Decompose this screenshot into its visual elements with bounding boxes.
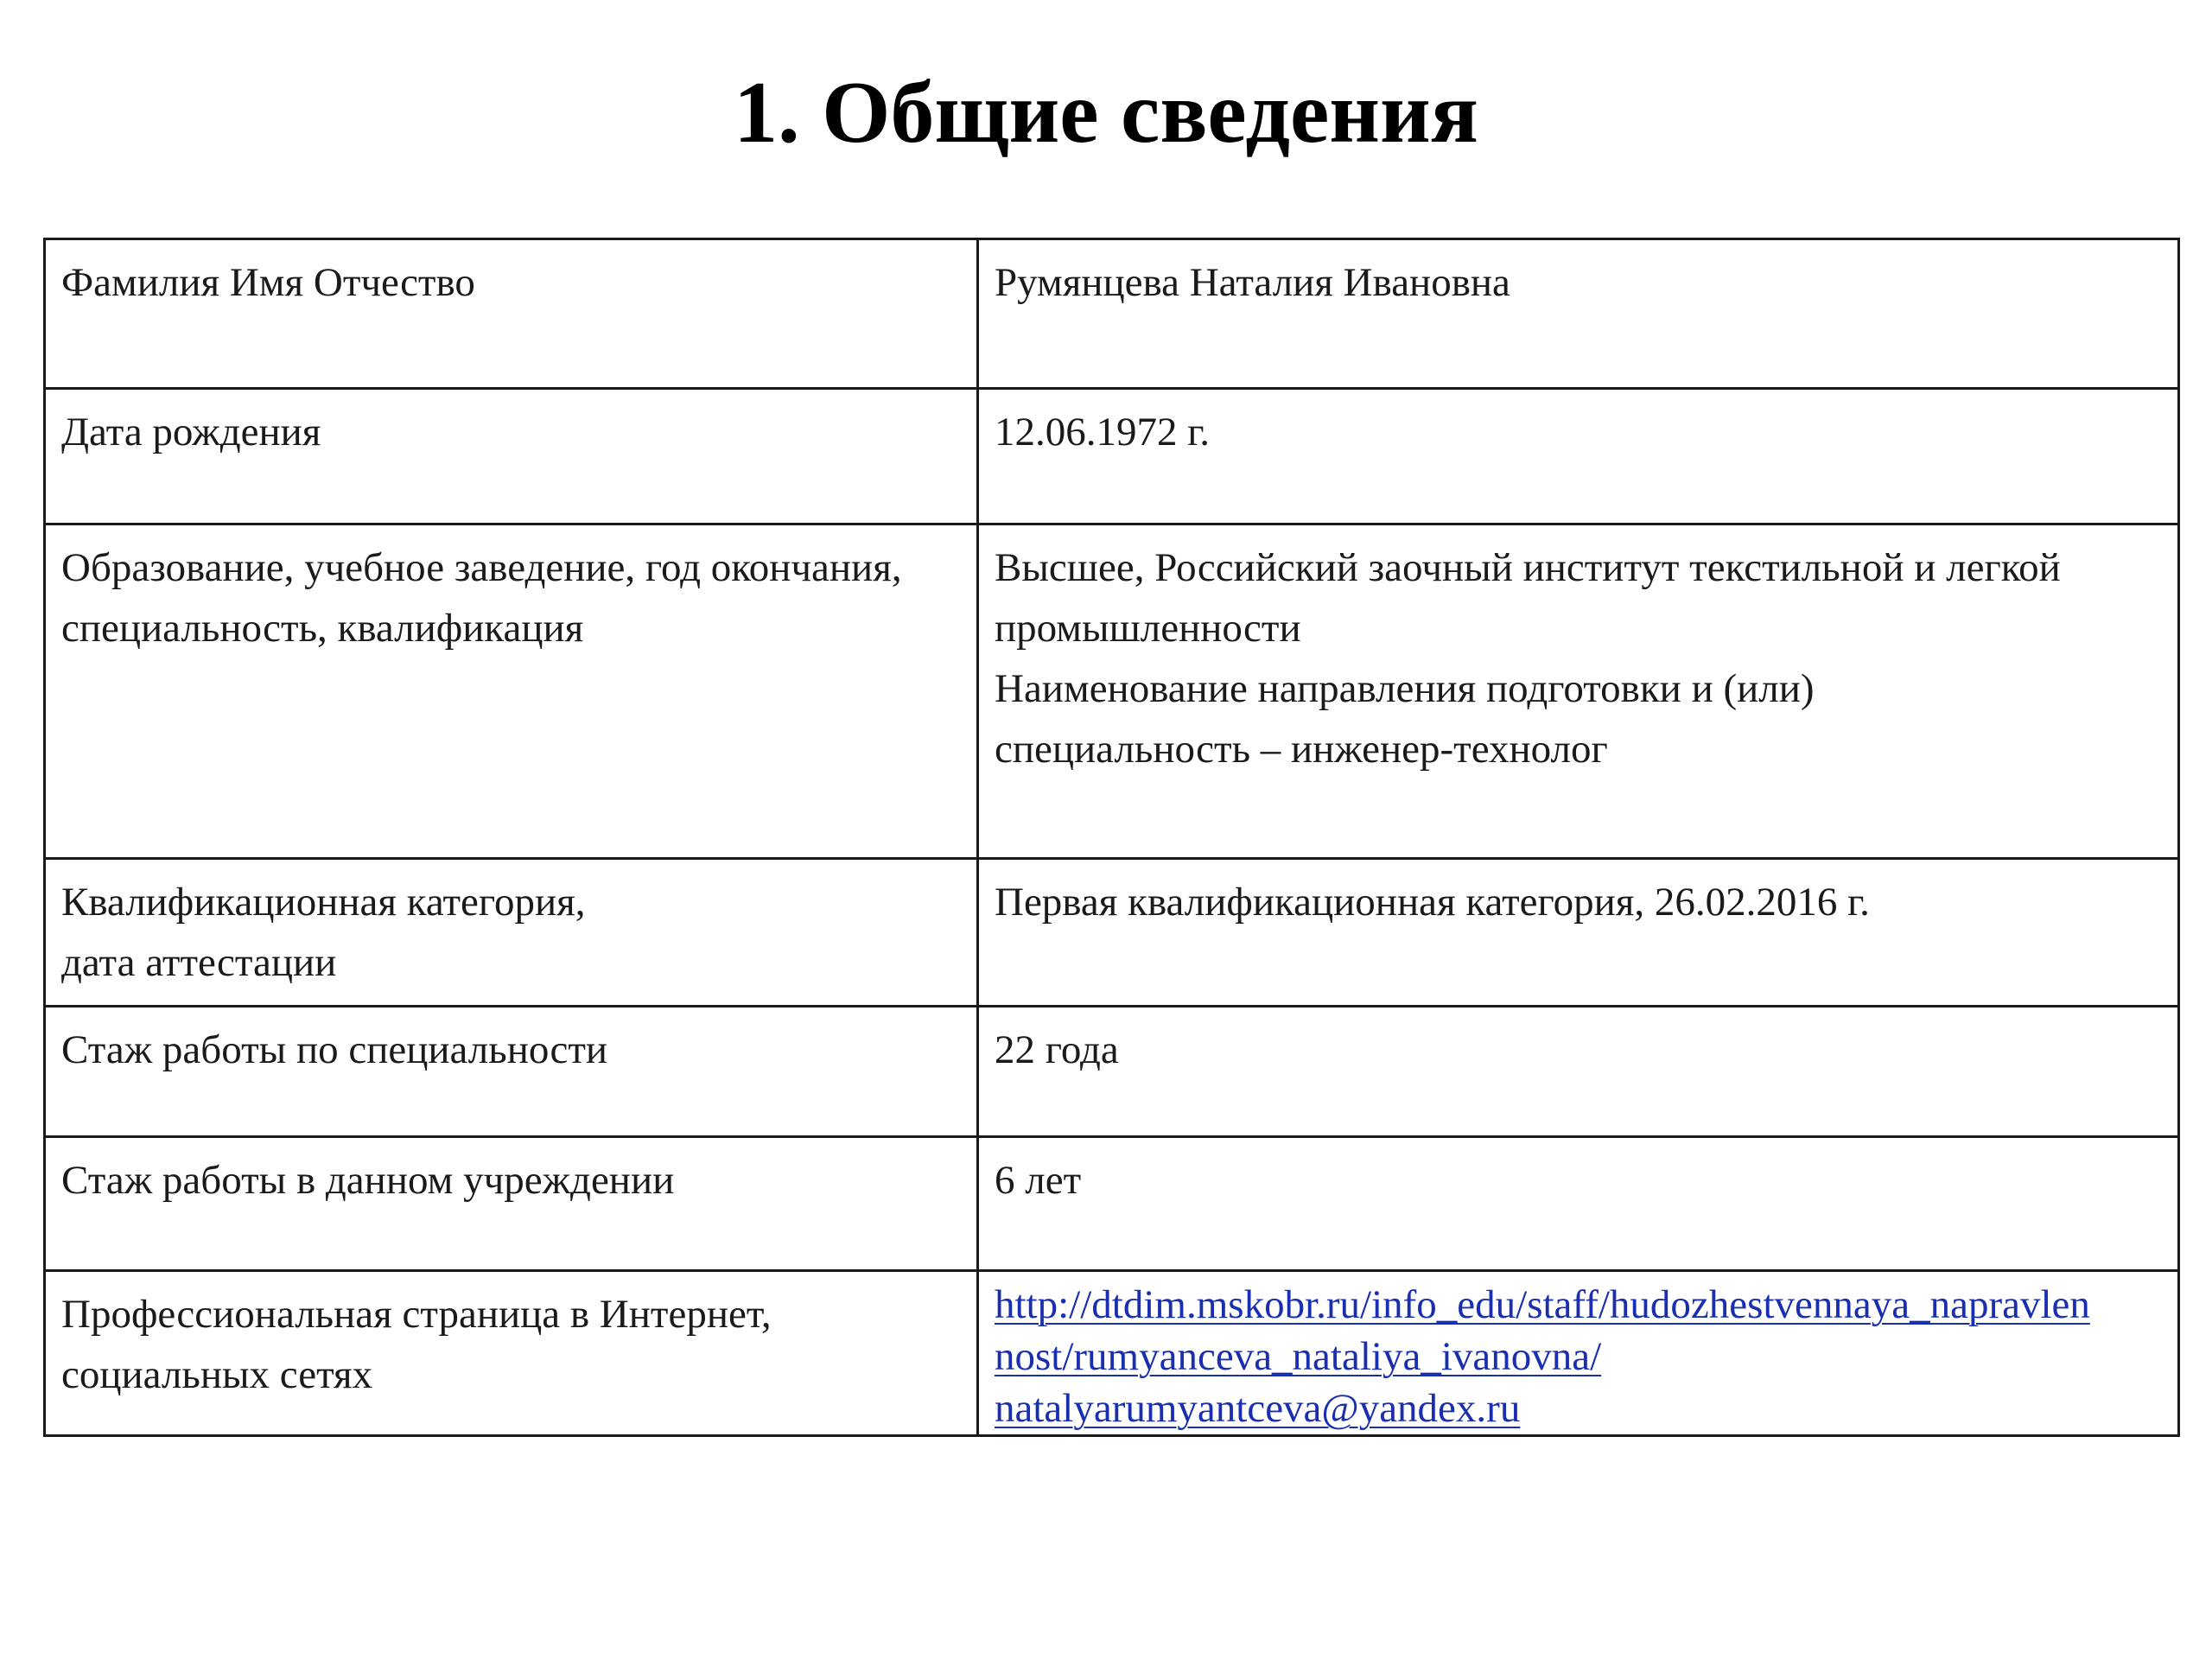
row-value-line: Наименование направления подготовки и (или) (995, 666, 1815, 711)
row-label-line: Профессиональная страница в Интернет, (61, 1292, 772, 1337)
row-value (978, 239, 2179, 389)
row-label-line: специальность, квалификация (61, 606, 584, 651)
table-row (45, 389, 2179, 524)
row-value (978, 524, 2179, 859)
row-label-line: Стаж работы в данном учреждении (61, 1158, 675, 1203)
row-label-line: социальных сетях (61, 1352, 373, 1397)
row-value-line: 12.06.1972 г. (995, 410, 1210, 454)
row-label-line: Фамилия Имя Отчество (61, 260, 475, 305)
row-value (978, 1137, 2179, 1271)
row-label (45, 859, 978, 1007)
row-value-line: Высшее, Российский заочный институт текстильной и легкой (995, 545, 2061, 590)
slide-title: 1. Общие сведения (734, 64, 1478, 162)
row-label-line: Образование, учебное заведение, год окончания, (61, 545, 902, 590)
table-row (45, 1137, 2179, 1271)
row-label-line: дата аттестации (61, 940, 337, 985)
table-row (45, 239, 2179, 389)
row-value-line: Румянцева Наталия Ивановна (995, 260, 1510, 305)
table-row (45, 859, 2179, 1007)
row-label (45, 239, 978, 389)
row-value-line: специальность – инженер-технолог (995, 727, 1608, 772)
row-label (45, 524, 978, 859)
profile-url-link-part-1[interactable]: http://dtdim.mskobr.ru/info_edu/staff/hudozhestvennaya_napravlen (995, 1282, 2090, 1327)
general-info-table (43, 238, 2180, 1437)
row-value (978, 1007, 2179, 1137)
row-label-line: Квалификационная категория, (61, 880, 586, 925)
row-value (978, 1271, 2179, 1436)
email-link[interactable]: natalyarumyantceva@yandex.ru (995, 1386, 1521, 1431)
row-label (45, 389, 978, 524)
row-value-line: 22 года (995, 1027, 1119, 1072)
row-value (978, 859, 2179, 1007)
row-value-line: 6 лет (995, 1158, 1082, 1203)
row-label-line: Дата рождения (61, 410, 321, 454)
table-row (45, 1271, 2179, 1436)
row-value-line: промышленности (995, 606, 1301, 651)
row-value (978, 389, 2179, 524)
row-value-line: Первая квалификационная категория, 26.02.2016 г. (995, 880, 1870, 925)
row-label-line: Стаж работы по специальности (61, 1027, 608, 1072)
profile-url-link-part-2[interactable]: nost/rumyanceva_nataliya_ivanovna/ (995, 1334, 1602, 1379)
row-label (45, 1007, 978, 1137)
table-row (45, 1007, 2179, 1137)
row-label (45, 1137, 978, 1271)
table-row (45, 524, 2179, 859)
row-label (45, 1271, 978, 1436)
